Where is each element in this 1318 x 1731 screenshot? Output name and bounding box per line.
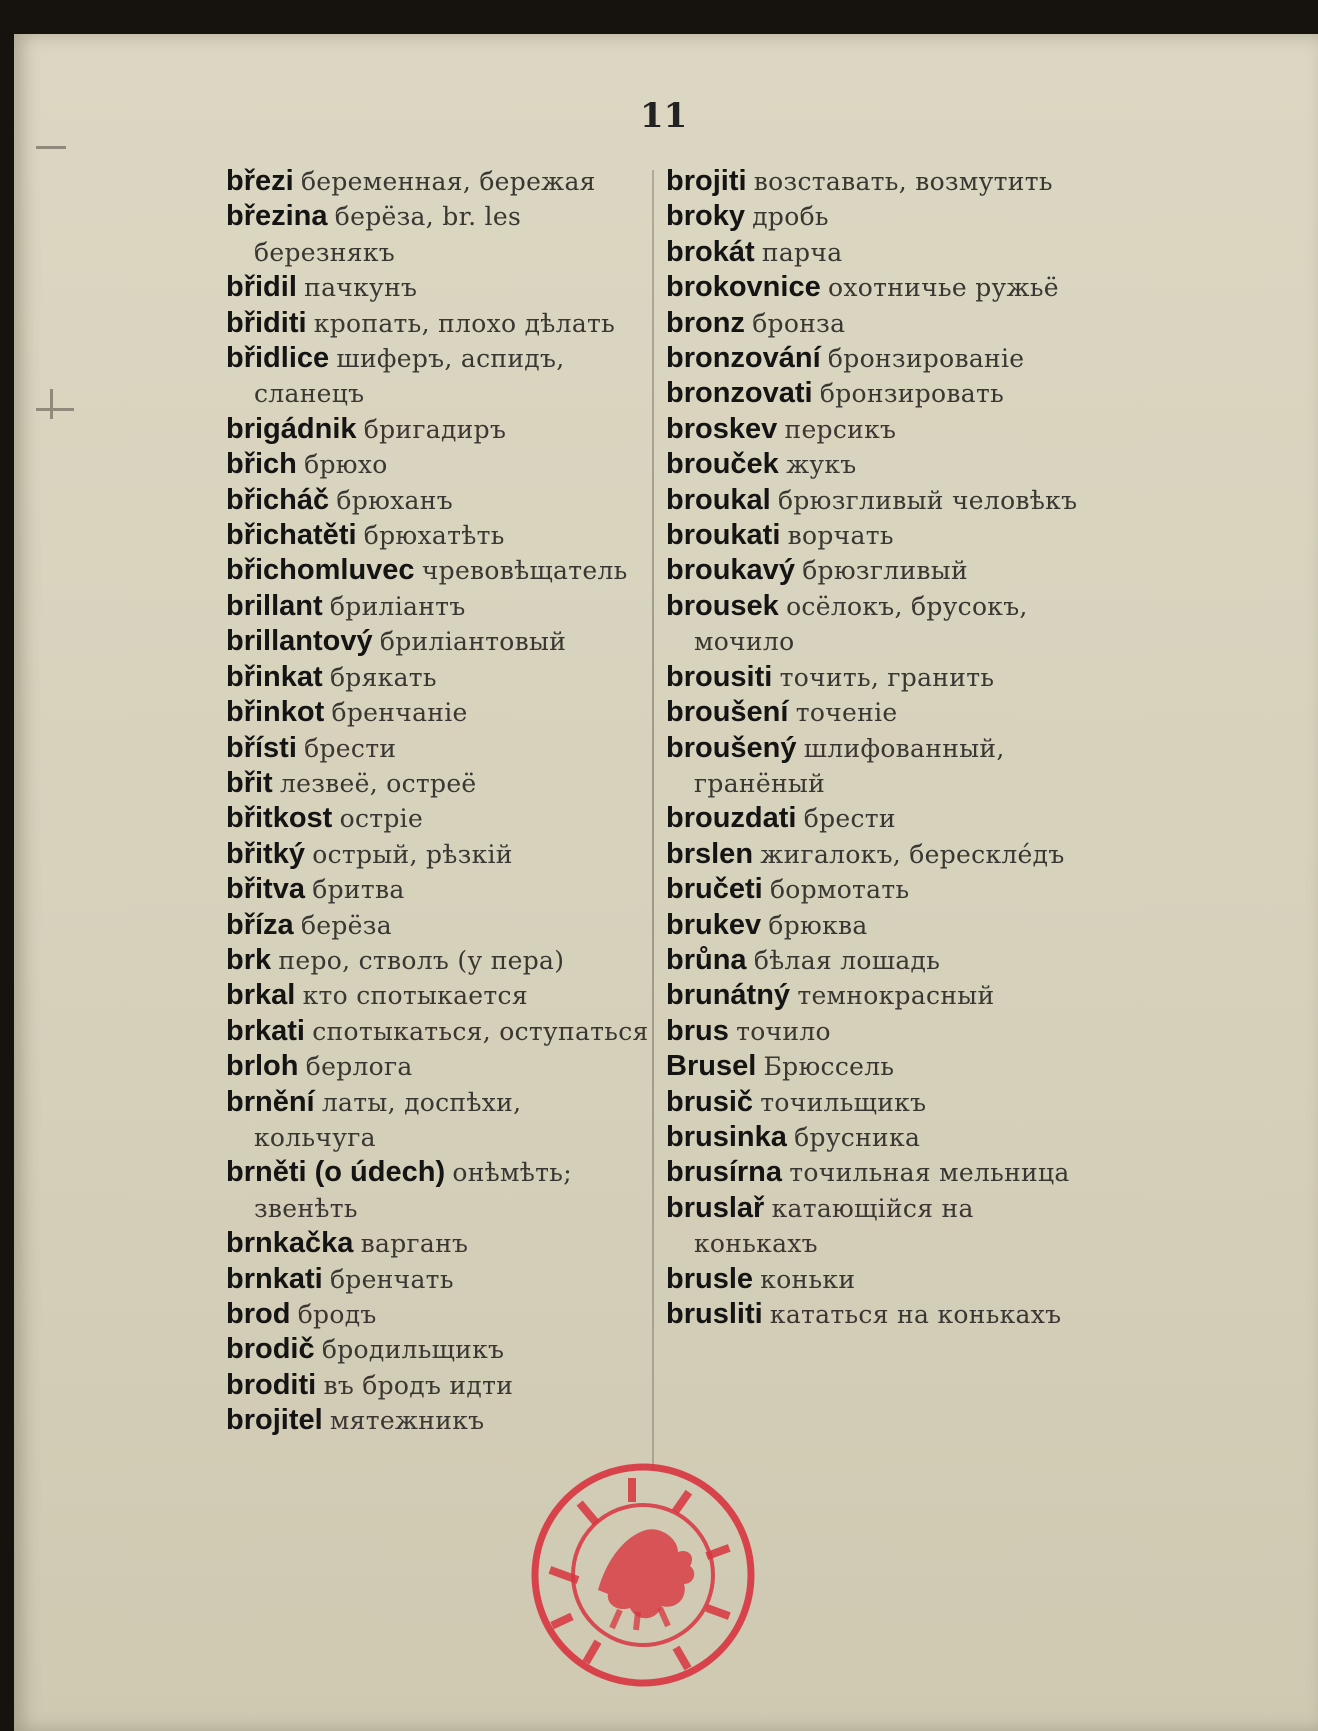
translation: бренчаніе [331,698,468,728]
margin-mark [36,146,66,149]
headword: bronzovati [666,377,813,410]
dictionary-entry [226,624,651,659]
dictionary-entry [226,1262,651,1297]
dictionary-entry [226,341,651,412]
dictionary-entry [226,553,651,588]
translation: возставать, возмутить [753,167,1053,196]
translation: бронзировать [819,379,1005,409]
dictionary-entry [666,1085,1091,1120]
headword: brouček [666,448,779,481]
headword: brnění [226,1085,315,1118]
dictionary-entry [666,553,1091,588]
dictionary-entry [226,1368,651,1403]
headword: brokát [666,235,755,268]
headword: broskev [666,412,778,445]
translation: берёза [300,910,392,940]
dictionary-entry [666,164,1091,199]
headword: břiditi [226,306,307,339]
headword: broukati [666,519,781,552]
headword: břichomluvec [226,554,415,587]
headword: brkal [226,979,296,1012]
dictionary-entry [226,306,651,341]
library-stamp [528,1460,758,1690]
translation: брюзгливый человѣкъ [778,485,1078,515]
translation: берёза, br. les березнякъ [254,202,522,267]
dictionary-entry [226,1403,651,1438]
headword: břísti [226,731,297,764]
translation: коньки [760,1264,856,1294]
headword: brojiti [666,165,747,197]
headword: brk [226,943,272,976]
translation: спотыкаться, оступаться [312,1016,649,1046]
dictionary-entry [226,1085,651,1156]
dictionary-entry [666,199,1091,234]
dictionary-entry [666,660,1091,695]
dictionary-entry [226,412,651,447]
translation: чревовѣщатель [421,556,628,586]
right-column [666,164,1091,1332]
translation: бриліантовый [379,627,567,657]
dictionary-entry [226,483,651,518]
headword: březina [226,200,328,233]
dictionary-entry [666,695,1091,730]
translation: Брюссель [763,1052,895,1082]
dictionary-entry [666,943,1091,978]
headword: brnkačka [226,1227,354,1260]
headword: břit [226,766,273,799]
translation: бормотать [769,875,910,905]
translation: бренчать [329,1264,454,1294]
translation: персикъ [784,414,897,444]
headword: brusle [666,1262,754,1295]
translation: острiе [339,804,424,834]
headword: břidlice [226,342,330,375]
translation: брюзгливый [802,556,968,586]
dictionary-entry [666,270,1091,305]
headword: brillant [226,589,323,622]
dictionary-entry [226,731,651,766]
translation: бѣлая лошадь [753,945,941,975]
headword: břinkot [226,696,325,729]
dictionary-entry [226,447,651,482]
headword: brod [226,1298,291,1330]
translation: осёлокъ, брусокъ, мочило [694,591,1028,657]
dictionary-entry [226,801,651,836]
headword: brnkati [226,1262,323,1295]
headword: bronz [666,306,745,339]
headword: brslen [666,837,754,870]
headword: brkati [226,1014,305,1047]
translation: лезвеё, остреё [279,768,477,798]
headword: brokovnice [666,271,821,304]
dictionary-entry [666,801,1091,836]
dictionary-entry [666,412,1091,447]
headword: brusírna [666,1156,783,1189]
dictionary-entry [226,199,651,270]
dictionary-entry [666,447,1091,482]
dictionary-entry [666,306,1091,341]
translation: перо, стволъ (у пера) [278,945,565,975]
dictionary-entry [226,1226,651,1261]
dictionary-entry [666,1155,1091,1190]
translation: точеніе [795,698,898,728]
translation: бронзированіе [827,344,1025,374]
dictionary-entry [226,766,651,801]
headword: brojitel [226,1404,323,1437]
translation: бригадиръ [363,414,507,444]
translation: ворчать [787,521,894,551]
translation: кто спотыкается [302,981,528,1011]
headword: brukev [666,908,762,941]
headword: bručeti [666,873,763,906]
translation: кропать, плохо дѣлать [313,308,616,338]
headword: Brusel [666,1050,757,1083]
headword: břitva [226,873,305,906]
headword: břitký [226,837,305,870]
translation: жукъ [786,450,857,480]
headword: brloh [226,1050,299,1083]
translation: бриліантъ [329,591,466,621]
translation: охотничье ружьё [827,273,1059,303]
translation: шлифованный, гранёный [694,733,1005,798]
translation: парча [761,237,843,267]
headword: brillantový [226,625,373,658]
dictionary-entry [666,1049,1091,1084]
dictionary-entry [666,1191,1091,1262]
page-number: 11 [640,96,688,136]
left-column [226,164,651,1439]
dictionary-entry [666,731,1091,802]
translation: острый, рѣзкій [312,839,513,869]
translation: точильщикъ [760,1087,927,1117]
dictionary-entry [666,518,1091,553]
headword: brouzdati [666,802,797,835]
translation: точильная мельница [789,1158,1070,1188]
dictionary-entry [226,1155,651,1226]
headword: broušení [666,696,789,729]
dictionary-entry [666,872,1091,907]
dictionary-entry [666,1297,1091,1332]
translation: брякать [329,662,437,692]
dictionary-entry [666,837,1091,872]
dictionary-entry [666,978,1091,1013]
translation: дробь [752,202,829,232]
translation: брюква [768,910,868,940]
dictionary-entry [226,1332,651,1367]
dictionary-entry [226,1049,651,1084]
translation: темнокрасный [797,981,995,1011]
dictionary-entry [226,943,651,978]
headword: brodič [226,1333,315,1366]
dictionary-entry [666,235,1091,270]
headword: břich [226,448,297,481]
translation: брести [304,733,397,763]
dictionary-entry [226,270,651,305]
margin-mark [36,408,74,411]
dictionary-entry [666,1262,1091,1297]
translation: онѣмѣть; звенѣть [254,1158,572,1223]
translation: мятежникъ [329,1406,485,1436]
headword: brigádnik [226,412,357,445]
translation: кататься на конькахъ [769,1300,1062,1329]
headword: březi [226,165,294,197]
headword: bronzování [666,342,821,375]
translation: бритва [312,875,405,905]
translation: бродъ [297,1300,377,1329]
headword: broditi [226,1368,317,1401]
translation: въ бродъ идти [323,1370,514,1400]
headword: břicháč [226,483,330,516]
dictionary-entry [226,978,651,1013]
translation: катающійся на конькахъ [694,1193,974,1259]
dictionary-entry [666,589,1091,660]
dictionary-entry [226,660,651,695]
headword: brusinka [666,1120,787,1153]
dictionary-entry [226,518,651,553]
headword: břichatěti [226,519,357,552]
translation: шиферъ, аспидъ, сланецъ [254,344,565,409]
dictionary-entry [666,483,1091,518]
translation: бродильщикъ [321,1335,505,1365]
translation: брюхо [304,450,388,480]
dictionary-entry [226,1297,651,1332]
translation: берлога [305,1052,413,1082]
headword: brousiti [666,660,773,693]
headword: broukal [666,483,771,516]
headword: brunátný [666,979,791,1012]
column-divider [652,170,654,1470]
dictionary-entry [226,908,651,943]
translation: пачкунъ [304,273,418,303]
dictionary-entry [666,908,1091,943]
dictionary-entry [226,1014,651,1049]
headword: broky [666,200,745,233]
headword: břinkat [226,660,323,693]
library-stamp-seal [528,1460,758,1690]
dictionary-entry [226,164,651,199]
translation: брюханъ [336,485,453,515]
headword: brněti (o údech) [226,1156,446,1189]
dictionary-entry [666,376,1091,411]
dictionary-entry [666,341,1091,376]
translation: жигалокъ, бересклéдъ [760,839,1065,869]
dictionary-entry [226,589,651,624]
dictionary-entry [226,837,651,872]
headword: broukavý [666,554,795,587]
translation: варганъ [360,1229,469,1259]
translation: беременная, бережая [300,167,596,196]
translation: брюхатѣть [363,521,505,551]
headword: břidil [226,271,297,304]
headword: brusič [666,1085,754,1118]
headword: broušený [666,731,797,764]
headword: brousek [666,589,779,622]
translation: брести [803,804,896,834]
dictionary-entry [666,1014,1091,1049]
dictionary-entry [226,872,651,907]
dictionary-entry [666,1120,1091,1155]
translation: бронза [752,308,846,338]
translation: латы, доспѣхи, кольчуга [254,1087,522,1152]
translation: точило [736,1016,831,1046]
headword: brus [666,1014,729,1047]
headword: bruslař [666,1191,765,1224]
translation: точить, гранить [779,662,995,692]
headword: břitkost [226,802,333,835]
headword: bříza [226,908,294,941]
headword: brůna [666,943,747,976]
margin-mark [50,389,53,419]
headword: brusliti [666,1298,763,1330]
dictionary-entry [226,695,651,730]
translation: брусника [794,1122,921,1152]
